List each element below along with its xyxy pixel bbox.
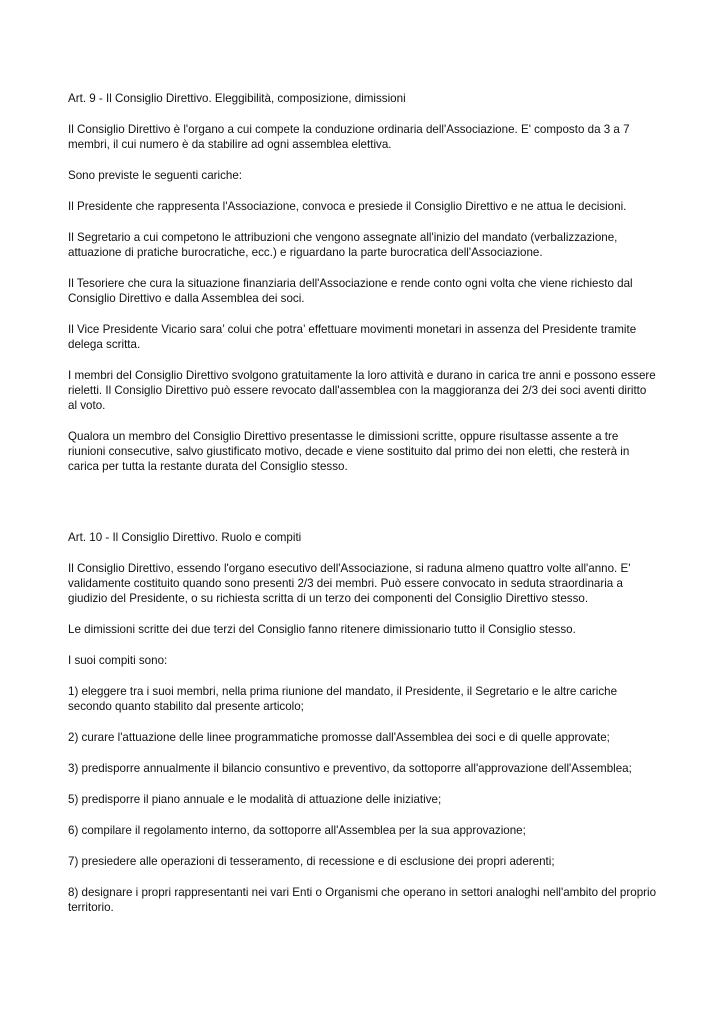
paragraph: Le dimissioni scritte dei due terzi del Consiglio fanno ritenere dimissionario tutto il Consiglio stesso. [68, 623, 576, 636]
list-item: 2) curare l'attuazione delle linee programmatiche promosse dall'Assemblea dei soci e di quelle approvate; [68, 731, 610, 744]
article-heading: Art. 10 - Il Consiglio Direttivo. Ruolo e compiti [68, 531, 302, 544]
paragraph: I suoi compiti sono: [68, 654, 168, 667]
section-spacer [68, 490, 658, 530]
list-item: 8) designare i propri rappresentanti nei vari Enti o Organismi che operano in settori analoghi nell'ambito del proprio territorio. [68, 886, 657, 914]
article-heading: Art. 9 - Il Consiglio Direttivo. Eleggibilità, composizione, dimissioni [68, 92, 406, 105]
list-item: 7) presiedere alle operazioni di tesseramento, di recessione e di esclusione dei propri aderenti; [68, 855, 555, 868]
list-item: 6) compilare il regolamento interno, da sottoporre all'Assemblea per la sua approvazione; [68, 824, 526, 837]
article-9 [68, 91, 658, 474]
paragraph: I membri del Consiglio Direttivo svolgono gratuitamente la loro attività e durano in carica tre anni e possono essere rieletti. Il Consiglio Direttivo può essere revocato dall'assemblea con la maggioranza dei 2/3 dei soci aventi diritto al voto. [68, 369, 656, 412]
paragraph: Il Segretario a cui competono le attribuzioni che vengono assegnate all'inizio del mandato (verbalizzazione, attuazione di pratiche burocratiche, ecc.) e riguardano la parte burocratica dell'Associazione. [68, 231, 618, 259]
paragraph: Qualora un membro del Consiglio Direttivo presentasse le dimissioni scritte, oppure risultasse assente a tre riunioni consecutive, salvo giustificato motivo, decade e viene sostituito dal primo dei non eletti, che resterà in carica per tutta la restante durata del Consiglio stesso. [68, 430, 630, 473]
paragraph: Il Presidente che rappresenta l'Associazione, convoca e presiede il Consiglio Direttivo e ne attua le decisioni. [68, 200, 627, 213]
paragraph: Il Consiglio Direttivo è l'organo a cui compete la conduzione ordinaria dell'Associazione. E' composto da 3 a 7 membri, il cui numero è da stabilire ad ogni assemblea elettiva. [68, 123, 630, 151]
list-item: 1) eleggere tra i suoi membri, nella prima riunione del mandato, il Presidente, il Segretario e le altre cariche secondo quanto stabilito dal presente articolo; [68, 685, 618, 713]
paragraph: Il Consiglio Direttivo, essendo l'organo esecutivo dell'Associazione, si raduna almeno quattro volte all'anno. E' validamente costituito quando sono presenti 2/3 dei membri. Può essere convocato in seduta straordinaria a giudizio del Presidente, o su richiesta scritta di un terzo dei componenti del Consiglio Direttivo stesso. [68, 562, 631, 605]
article-10 [68, 530, 658, 915]
paragraph: Sono previste le seguenti cariche: [68, 169, 243, 182]
list-item: 5) predisporre il piano annuale e le modalità di attuazione delle iniziative; [68, 793, 442, 806]
paragraph: Il Vice Presidente Vicario sara’ colui che potra’ effettuare movimenti monetari in assenza del Presidente tramite delega scritta. [68, 323, 637, 351]
list-item: 3) predisporre annualmente il bilancio consuntivo e preventivo, da sottoporre all'approvazione dell'Assemblea; [68, 762, 632, 775]
paragraph: Il Tesoriere che cura la situazione finanziaria dell'Associazione e rende conto ogni volta che viene richiesto dal Consiglio Direttivo e dalla Assemblea dei soci. [68, 277, 633, 305]
document-page [68, 91, 658, 931]
